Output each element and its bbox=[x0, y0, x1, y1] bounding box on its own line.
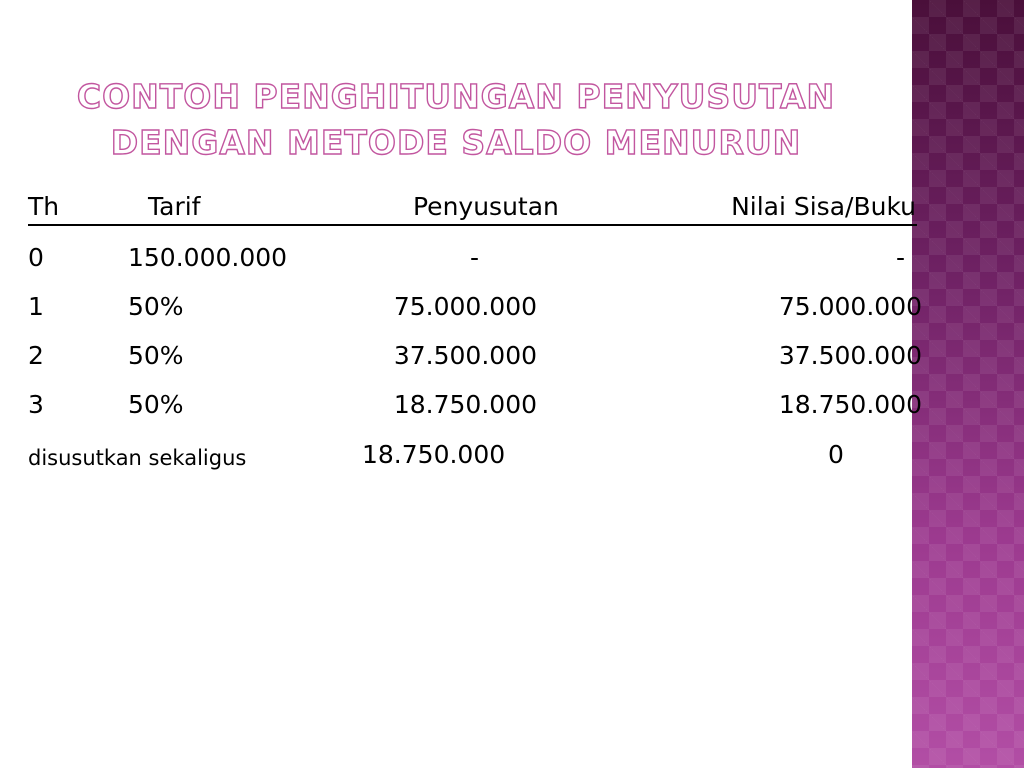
row-3-nilai-sisa: 18.750.000 bbox=[778, 390, 922, 419]
row-2-tarif: 50% bbox=[128, 341, 184, 370]
row-3-penyusutan: 18.750.000 bbox=[393, 390, 537, 419]
row-1-th: 1 bbox=[28, 292, 44, 321]
header-tarif: Tarif bbox=[148, 192, 201, 221]
row-3-th: 3 bbox=[28, 390, 44, 419]
header-th: Th bbox=[28, 192, 60, 221]
row-0-tarif: 150.000.000 bbox=[128, 243, 288, 272]
row-3-tarif: 50% bbox=[128, 390, 184, 419]
final-row-label: disusutkan sekaligus bbox=[28, 446, 247, 470]
row-0-nilai-sisa: - bbox=[896, 243, 906, 272]
row-2-th: 2 bbox=[28, 341, 44, 370]
slide-title-line-2: DENGAN METODE SALDO MENURUN bbox=[110, 123, 802, 162]
header-underline bbox=[28, 224, 917, 226]
row-2-nilai-sisa: 37.500.000 bbox=[778, 341, 922, 370]
header-nilai-sisa: Nilai Sisa/Buku bbox=[731, 192, 916, 221]
row-1-nilai-sisa: 75.000.000 bbox=[778, 292, 922, 321]
slide-title-line-1: CONTOH PENGHITUNGAN PENYUSUTAN bbox=[76, 77, 836, 116]
row-2-penyusutan: 37.500.000 bbox=[393, 341, 537, 370]
row-1-penyusutan: 75.000.000 bbox=[393, 292, 537, 321]
row-0-th: 0 bbox=[28, 243, 44, 272]
header-penyusutan: Penyusutan bbox=[413, 192, 559, 221]
final-row-nilai-sisa: 0 bbox=[828, 440, 844, 469]
row-0-penyusutan: - bbox=[470, 243, 480, 272]
row-1-tarif: 50% bbox=[128, 292, 184, 321]
final-row-penyusutan: 18.750.000 bbox=[362, 440, 506, 469]
